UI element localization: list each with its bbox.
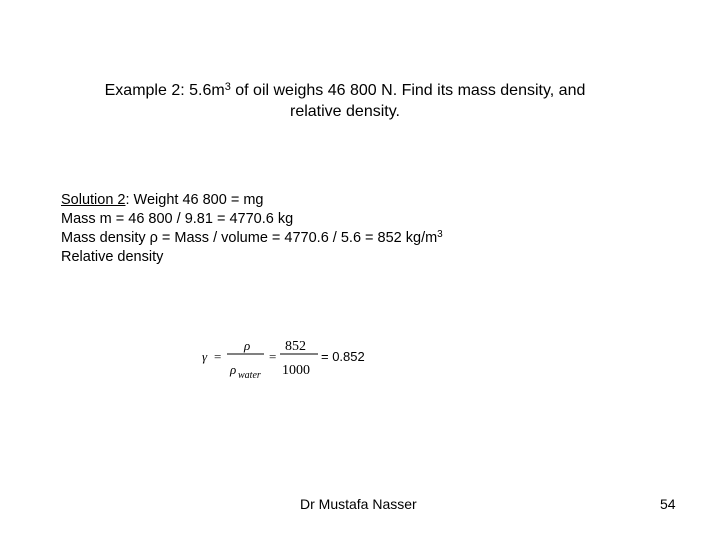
relative-density-formula	[198, 332, 388, 384]
formula-equals-2: =	[269, 349, 277, 364]
formula-rho-numerator: ρ	[244, 338, 251, 353]
solution-line-2: Mass m = 46 800 / 9.81 = 4770.6 kg	[61, 211, 294, 227]
formula-equals-1: =	[214, 349, 222, 364]
mass-density-exponent: 3	[437, 229, 443, 240]
solution-line-1	[61, 191, 661, 210]
formula-water-subscript: water	[238, 370, 261, 381]
title-text-start: Example 2: 5.6m	[104, 82, 225, 99]
formula-numerator-value: 852	[285, 339, 306, 354]
slide-title	[40, 80, 650, 122]
solution-heading-rest: : Weight 46 800 = mg	[125, 192, 264, 208]
page-number: 54	[660, 496, 676, 512]
title-text-end: of oil weighs 46 800 N. Find its mass density, and	[230, 82, 586, 99]
title-exponent: 3	[224, 81, 231, 93]
title-line-1	[40, 80, 650, 101]
solution-line-4: Relative density	[61, 249, 164, 265]
formula-rho-denominator: ρ	[230, 362, 237, 377]
mass-density-text: Mass density ρ = Mass / volume = 4770.6 / 5.6 = 852 kg/m	[61, 230, 438, 246]
solution-line-3	[61, 229, 661, 248]
formula-graphic	[198, 332, 388, 384]
formula-denominator-value: 1000	[282, 363, 310, 378]
title-line-2: relative density.	[290, 103, 400, 120]
solution-block	[61, 191, 661, 267]
footer-author: Dr Mustafa Nasser	[300, 496, 417, 512]
formula-gamma: γ	[202, 349, 208, 364]
solution-heading: Solution 2	[61, 192, 126, 208]
formula-result: = 0.852	[321, 349, 365, 364]
